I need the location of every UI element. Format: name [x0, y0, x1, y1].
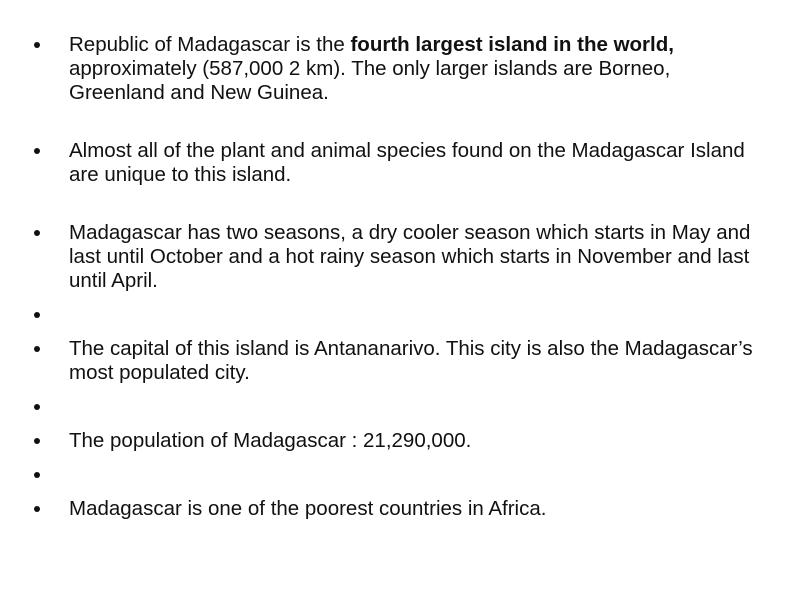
bullet-dot-icon [34, 230, 40, 236]
bullet-text: Almost all of the plant and animal species found on the Madagascar Island are unique to this island. [69, 139, 745, 186]
bullet-text: Madagascar has two seasons, a dry cooler season which starts in May and last until October and a hot rainy season which starts in November and last until April. [69, 221, 751, 292]
bullet-dot-icon [34, 506, 40, 512]
bullet-item-seasons [34, 221, 754, 293]
bullet-text: Madagascar is one of the poorest countries in Africa. [69, 497, 547, 520]
bullet-dot-icon [34, 42, 40, 48]
bullet-item-empty [34, 303, 754, 327]
bullet-text: The population of Madagascar : 21,290,000. [69, 429, 472, 452]
bullet-text-bold: fourth largest island in the world, [350, 33, 674, 56]
bullet-dot-icon [34, 472, 40, 478]
bullet-text-after: approximately (587,000 2 km). The only larger islands are Borneo, Greenland and New Guinea. [69, 57, 671, 104]
bullet-dot-icon [34, 148, 40, 154]
bullet-dot-icon [34, 346, 40, 352]
bullet-text [69, 33, 674, 104]
bullet-item-empty [34, 463, 754, 487]
bullet-item-poverty [34, 497, 754, 521]
bullet-dot-icon [34, 438, 40, 444]
bullet-item-empty [34, 395, 754, 419]
bullet-dot-icon [34, 312, 40, 318]
bullet-text-before: Republic of Madagascar is the [69, 33, 351, 56]
bullet-text: The capital of this island is Antananarivo. This city is also the Madagascar’s most populated city. [69, 337, 753, 384]
bullet-dot-icon [34, 404, 40, 410]
bullet-item-size [34, 33, 754, 105]
bullet-list [34, 33, 754, 521]
bullet-item-species [34, 139, 754, 187]
bullet-item-capital [34, 337, 754, 385]
bullet-item-population [34, 429, 754, 453]
